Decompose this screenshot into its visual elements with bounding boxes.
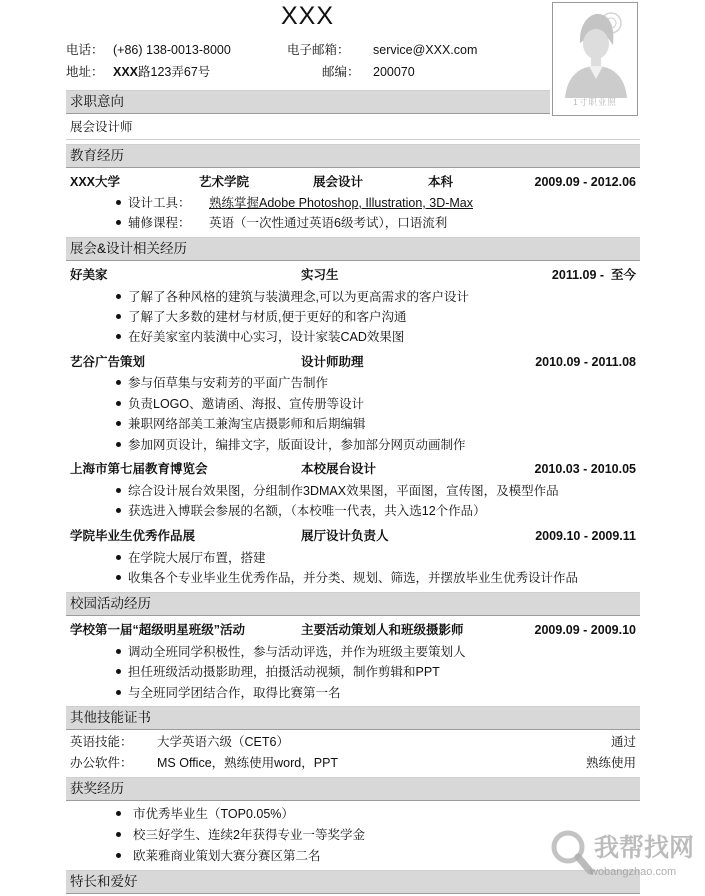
avatar-icon — [553, 3, 637, 98]
edu-college: 艺术学院 — [199, 175, 250, 189]
bullet-icon — [116, 314, 121, 319]
exp-dates: 2009.10 - 2009.11 — [535, 529, 636, 543]
bullet-icon — [116, 508, 121, 513]
award-item: 欧莱雅商业策划大赛分赛区第二名 — [133, 849, 321, 863]
exp-bullet: 获选进入博联会参展的名额，（本校唯一代表，共入选12个作品） — [128, 504, 486, 518]
exp-dates: 2010.09 - 2011.08 — [535, 355, 636, 369]
exp-bullet: 参加网页设计，编排文字，版面设计，参加部分网页动画制作 — [128, 438, 466, 452]
bullet-icon — [116, 220, 121, 225]
exp-bullet: 在好美家室内装潢中心实习，设计家装CAD效果图 — [128, 330, 405, 344]
bullet-icon — [116, 575, 121, 580]
edu-bullet-label: 设计工具： — [128, 196, 191, 210]
exp-bullet: 负责LOGO、邀请函、海报、宣传册等设计 — [128, 397, 365, 411]
exp-dates: 2011.09 - 至今 — [551, 268, 636, 282]
bullet-icon — [116, 401, 121, 406]
skill-value: MS Office，熟练使用word，PPT — [157, 756, 339, 770]
watermark-url: wobangzhao.com — [590, 866, 677, 878]
email-value: service@XXX.com — [373, 43, 478, 57]
section-header-awards: 获奖经历 — [66, 777, 640, 801]
exp-company: 上海市第七届教育博览会 — [70, 462, 208, 476]
campus-bullet: 与全班同学团结合作，取得比赛第一名 — [128, 686, 341, 700]
phone-value: (+86) 138-0013-8000 — [113, 43, 231, 57]
campus-title: 学校第一届“超级明星班级”活动 — [70, 623, 246, 637]
postcode-label: 邮编： — [322, 65, 360, 79]
exp-bullet: 参与佰草集与安莉芳的平面广告制作 — [128, 376, 329, 390]
exp-company: 好美家 — [70, 268, 108, 282]
address-bold: XXX — [113, 65, 139, 79]
exp-company: 艺谷广告策划 — [70, 355, 146, 369]
edu-major: 展会设计 — [313, 175, 364, 189]
edu-bullet-text: 英语（一次性通过英语6级考试），口语流利 — [209, 216, 448, 230]
edu-school: XXX大学 — [70, 175, 121, 189]
award-item: 市优秀毕业生（TOP0.05%） — [133, 807, 294, 821]
bullet-icon — [116, 832, 121, 837]
edu-degree: 本科 — [428, 175, 454, 189]
exp-bullet: 收集各个专业毕业生优秀作品，并分类、规划、筛选，并摆放毕业生优秀设计作品 — [128, 571, 579, 585]
resume-name: XXX — [280, 2, 335, 30]
exp-role: 展厅设计负责人 — [301, 529, 389, 543]
exp-bullet: 了解了各种风格的建筑与装潢理念,可以为更高需求的客户设计 — [128, 290, 469, 304]
skill-label: 英语技能： — [70, 735, 133, 749]
campus-dates: 2009.09 - 2009.10 — [534, 623, 636, 637]
bullet-icon — [116, 811, 121, 816]
skill-label: 办公软件： — [70, 756, 133, 770]
photo-placeholder — [552, 2, 638, 116]
exp-role: 本校展台设计 — [301, 462, 377, 476]
bullet-icon — [116, 488, 121, 493]
bullet-icon — [116, 853, 121, 858]
exp-bullet: 兼职网络部美工兼淘宝店摄影师和后期编辑 — [128, 417, 366, 431]
bullet-icon — [116, 380, 121, 385]
bullet-icon — [116, 690, 121, 695]
address-rest: 路123弄67号 — [138, 65, 211, 79]
section-header-education: 教育经历 — [66, 144, 640, 168]
exp-dates: 2010.03 - 2010.05 — [534, 462, 636, 476]
section-header-campus: 校园活动经历 — [66, 592, 640, 616]
exp-company: 学院毕业生优秀作品展 — [70, 529, 196, 543]
magnifier-icon — [548, 827, 596, 879]
skill-level: 熟练使用 — [585, 756, 636, 770]
edu-dates: 2009.09 - 2012.06 — [534, 175, 636, 189]
section-header-hobbies: 特长和爱好 — [66, 870, 640, 894]
address-value — [113, 64, 210, 80]
campus-bullet: 调动全班同学积极性，参与活动评选，并作为班级主要策划人 — [128, 645, 466, 659]
bullet-icon — [116, 294, 121, 299]
watermark-text: 我帮找网 — [594, 834, 695, 862]
exp-role: 设计师助理 — [301, 355, 364, 369]
edu-bullet-text: 熟练掌握Adobe Photoshop, Illustration, 3D-Max — [209, 196, 474, 210]
section-header-experience: 展会&设计相关经历 — [66, 237, 640, 261]
bullet-icon — [116, 649, 121, 654]
award-item: 校三好学生、连续2年获得专业一等奖学金 — [133, 828, 365, 842]
postcode-value: 200070 — [373, 65, 415, 79]
exp-bullet: 在学院大展厅布置，搭建 — [128, 551, 266, 565]
bullet-icon — [116, 555, 121, 560]
photo-caption: 1寸职业照 — [573, 97, 617, 107]
divider — [66, 139, 640, 140]
bullet-icon — [116, 200, 121, 205]
phone-label: 电话： — [66, 43, 104, 57]
campus-role: 主要活动策划人和班级摄影师 — [301, 623, 464, 637]
section-header-skills: 其他技能证书 — [66, 706, 640, 730]
campus-bullet: 担任班级活动摄影助理，拍摄活动视频，制作剪辑和PPT — [128, 665, 440, 679]
bullet-icon — [116, 669, 121, 674]
edu-bullet-label: 辅修课程： — [128, 216, 191, 230]
skill-value: 大学英语六级（CET6） — [157, 735, 289, 749]
skill-level: 通过 — [610, 735, 636, 749]
intent-value: 展会设计师 — [70, 120, 133, 134]
bullet-icon — [116, 421, 121, 426]
exp-role: 实习生 — [301, 268, 339, 282]
email-label: 电子邮箱： — [287, 43, 350, 57]
bullet-icon — [116, 334, 121, 339]
exp-bullet: 综合设计展台效果图，分组制作3DMAX效果图，平面图，宣传图，及模型作品 — [128, 484, 559, 498]
address-label: 地址： — [66, 65, 104, 79]
section-header-intent: 求职意向 — [66, 90, 550, 114]
exp-bullet: 了解了大多数的建材与材质,便于更好的和客户沟通 — [128, 310, 407, 324]
bullet-icon — [116, 442, 121, 447]
